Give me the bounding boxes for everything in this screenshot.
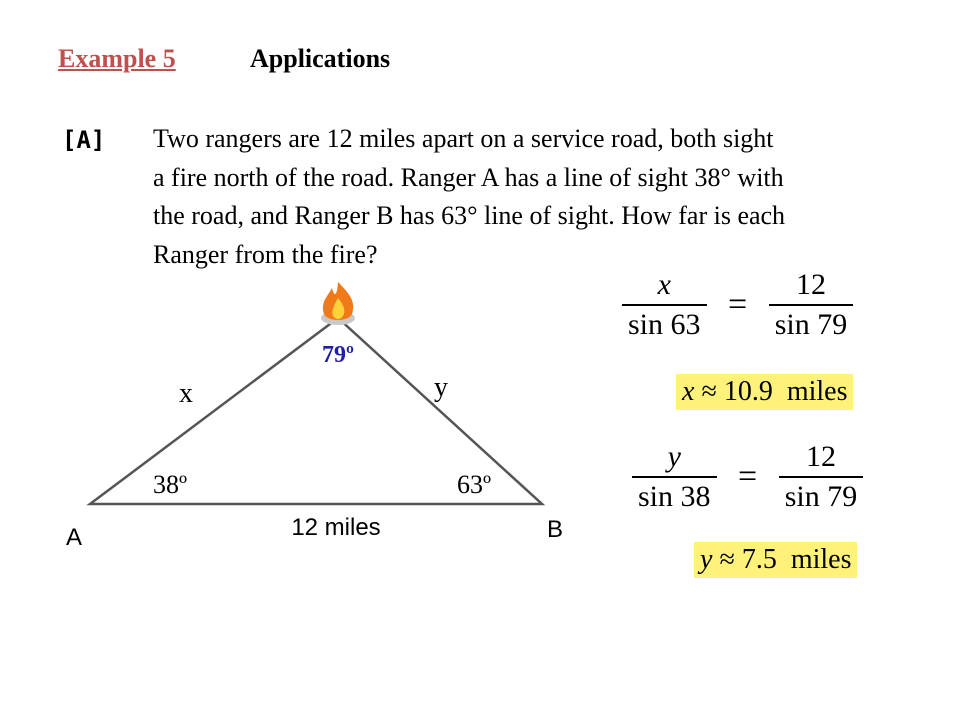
vertex-a-label: A <box>65 524 83 551</box>
fraction-left-1 <box>622 270 707 340</box>
fraction-right-2 <box>779 442 864 512</box>
eq1-numerator-left: x <box>657 268 671 301</box>
eq1-denominator-right: sin 79 <box>769 304 854 340</box>
answer-y-relation: ≈ <box>719 544 735 575</box>
eq2-denominator-left: sin 38 <box>632 476 717 512</box>
answer-y <box>694 542 857 578</box>
answer-x-value: 10.9 <box>723 376 773 407</box>
example-label[interactable]: Example 5 <box>58 44 176 73</box>
angle-a-label: 38º <box>152 470 188 499</box>
fire-icon <box>321 282 355 325</box>
angle-b-label: 63º <box>456 470 492 499</box>
answer-y-value: 7.5 <box>741 544 777 575</box>
part-label: [A] <box>62 126 106 154</box>
answer-x-variable: x <box>682 376 695 407</box>
answer-x-relation: ≈ <box>701 376 717 407</box>
fraction-right-1 <box>769 270 854 340</box>
angle-top-label: 79º <box>322 342 354 368</box>
answer-y-unit: miles <box>790 544 852 575</box>
base-length-label: 12 miles <box>291 514 381 541</box>
eq2-numerator-left: y <box>667 440 681 473</box>
eq1-denominator-left: sin 63 <box>622 304 707 340</box>
header-title: Applications <box>250 44 391 73</box>
answer-y-variable: y <box>700 544 713 575</box>
eq2-equals-sign: = <box>738 458 758 495</box>
eq1-numerator-right: 12 <box>795 268 826 301</box>
problem-line-4: Ranger from the fire? <box>153 239 378 269</box>
answer-x <box>676 374 853 410</box>
problem-line-2: a fire north of the road. Ranger A has a line of sight 38° with <box>153 162 784 192</box>
answer-x-unit: miles <box>786 376 848 407</box>
fraction-left-2 <box>632 442 717 512</box>
side-y-label: y <box>434 372 448 403</box>
vertex-b-label: B <box>546 516 564 543</box>
problem-line-1: Two rangers are 12 miles apart on a service road, both sight <box>153 124 774 153</box>
side-x-label: x <box>179 378 193 409</box>
equation-1 <box>622 270 853 340</box>
eq2-denominator-right: sin 79 <box>779 476 864 512</box>
problem-line-3: the road, and Ranger B has 63° line of sight. How far is each <box>153 201 786 230</box>
equation-2 <box>632 442 863 512</box>
eq2-numerator-right: 12 <box>805 440 836 473</box>
eq1-equals-sign: = <box>728 286 748 323</box>
